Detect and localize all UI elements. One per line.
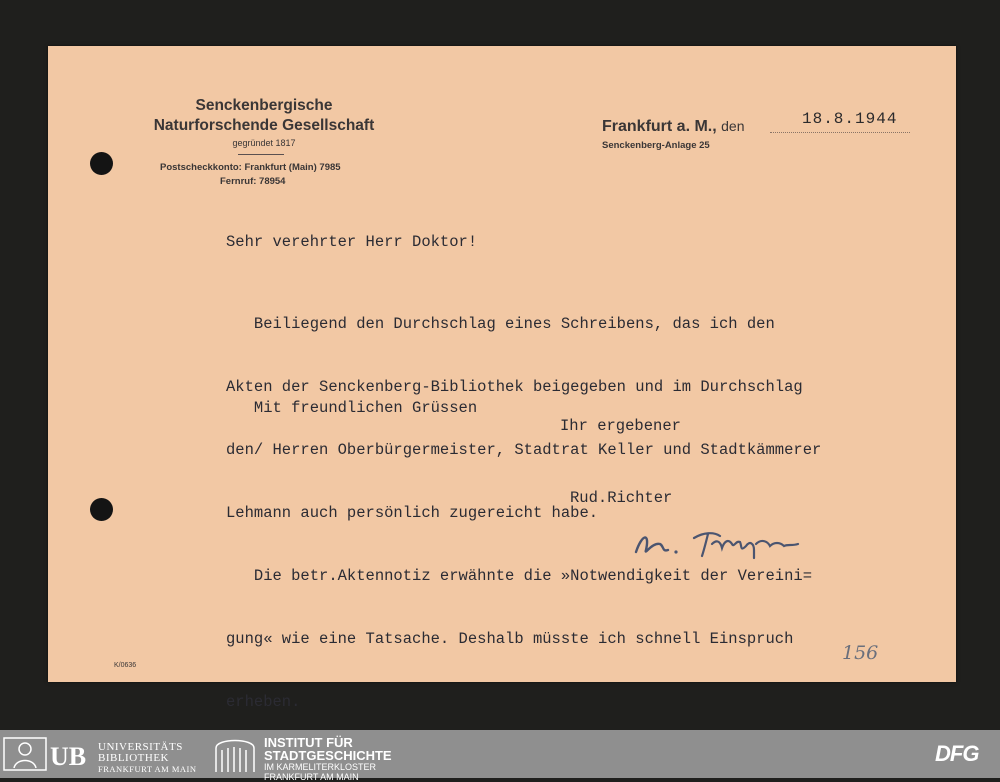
body-line: gung« wie eine Tatsache. Deshalb müsste ich schnell Einspruch xyxy=(226,630,794,648)
dfg-logo: DFG xyxy=(935,741,979,766)
isg-line1: INSTITUT FÜR xyxy=(264,735,353,750)
ub-name xyxy=(98,742,197,775)
punch-hole-top xyxy=(90,152,113,175)
body-line: Beiliegend den Durchschlag eines Schreibens, das ich den xyxy=(226,315,775,333)
postscheck-account: Postscheckkonto: Frankfurt (Main) 7985 xyxy=(160,162,341,173)
body-line: Akten der Senckenberg-Bibliothek beigegeben und im Durchschlag xyxy=(226,378,803,396)
ub-mark: UB xyxy=(50,742,87,771)
city-name: Frankfurt a. M., xyxy=(602,118,717,135)
den-word: den xyxy=(721,118,745,134)
footer-bar xyxy=(0,730,1000,782)
body-line: Lehmann auch persönlich zugereicht habe. xyxy=(226,504,599,522)
founded-note: gegründet 1817 xyxy=(232,138,296,148)
form-code: K/0636 xyxy=(114,662,137,669)
isg-logo-icon xyxy=(214,736,256,774)
date-dotted-line xyxy=(770,132,910,133)
telephone-number: Fernruf: 78954 xyxy=(220,176,286,187)
complimentary-close: Ihr ergebener xyxy=(560,417,681,435)
isg-line4: FRANKFURT AM MAIN xyxy=(264,772,359,782)
isg-line3: IM KARMELITERKLOSTER xyxy=(264,762,377,772)
place-line xyxy=(602,118,745,136)
ub-line3: FRANKFURT AM MAIN xyxy=(98,764,197,774)
closing-phrase: Mit freundlichen Grüssen xyxy=(226,399,478,417)
folio-number: 156 xyxy=(842,642,879,664)
ub-line2: BIBLIOTHEK xyxy=(98,752,169,764)
letterhead-divider xyxy=(238,154,284,155)
letterhead-organization xyxy=(114,96,414,136)
ub-logo-icon xyxy=(4,736,94,772)
ub-line1: UNIVERSITÄTS xyxy=(98,741,183,753)
salutation: Sehr verehrter Herr Doktor! xyxy=(226,233,478,251)
handwritten-signature xyxy=(628,522,808,572)
letter-date: 18.8.1944 xyxy=(802,110,898,128)
org-name-line1: Senckenbergische xyxy=(195,97,333,114)
isg-line2: STADTGESCHICHTE xyxy=(264,748,392,763)
body-line: den/ Herren Oberbürgermeister, Stadtrat Keller und Stadtkämmerer xyxy=(226,441,822,459)
org-name-line2: Naturforschende Gesellschaft xyxy=(153,117,375,134)
letter-body xyxy=(226,272,821,755)
punch-hole-bottom xyxy=(90,498,113,521)
body-line: erheben. xyxy=(226,693,301,711)
street-address: Senckenberg-Anlage 25 xyxy=(602,140,710,151)
signer-name: Rud.Richter xyxy=(570,489,673,507)
letter-sheet xyxy=(48,46,956,711)
body-line: Die betr.Aktennotiz erwähnte die »Notwendigkeit der Vereini= xyxy=(226,567,812,585)
isg-name xyxy=(264,736,392,782)
